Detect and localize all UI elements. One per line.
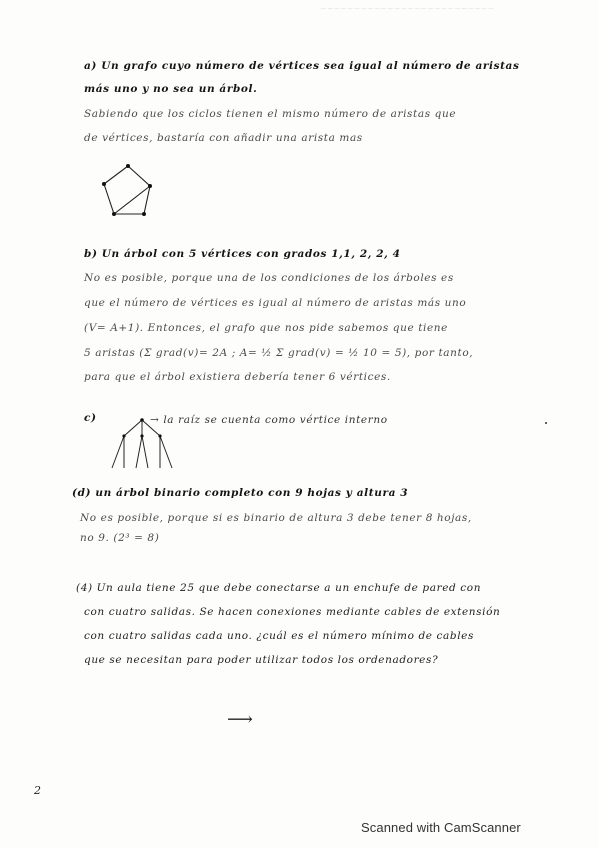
part-b-answer-line4: 5 aristas (Σ grad(v)= 2A ; A= ½ Σ grad(v) = ½ 10 = 5), por tanto,: [84, 347, 474, 359]
part-c-label: c): [84, 412, 97, 424]
part-b-answer-line1: No es posible, porque una de los condiciones de los árboles es: [84, 272, 454, 284]
page-number: 2: [34, 784, 41, 797]
pentagon-graph-drawing: [100, 160, 170, 222]
part-a-answer-line1: Sabiendo que los ciclos tienen el mismo número de aristas que: [84, 108, 457, 120]
part-b-answer-line2: que el número de vértices es igual al número de aristas más uno: [84, 297, 467, 309]
part-c-note: → la raíz se cuenta como vértice interno: [150, 414, 388, 426]
part-b-question: b) Un árbol con 5 vértices con grados 1,1, 2, 2, 4: [84, 248, 401, 260]
part-4-line1: (4) Un aula tiene 25 que debe conectarse a un enchufe de pared con: [76, 582, 482, 594]
part-a-question-line1: a) Un grafo cuyo número de vértices sea igual al número de aristas: [84, 60, 520, 72]
part-4-line2: con cuatro salidas. Se hacen conexiones mediante cables de extensión: [84, 606, 501, 618]
part-a-question-line2: más uno y no sea un árbol.: [84, 83, 258, 95]
part-b-answer-line5: para que el árbol existiera debería tener 6 vértices.: [84, 371, 391, 383]
part-b-answer-line3: (V= A+1). Entonces, el grafo que nos pide sabemos que tiene: [84, 322, 448, 334]
bleed-through-text: ~~~~~~~~~~~~~~~~~~~~~~~~~~: [320, 4, 495, 13]
stray-dot: [545, 422, 547, 424]
arrow-icon: ⟶: [227, 709, 253, 730]
part-4-line4: que se necesitan para poder utilizar todos los ordenadores?: [84, 654, 439, 666]
tree-drawing: [102, 414, 182, 474]
part-a-answer-line2: de vértices, bastaría con añadir una arista mas: [84, 132, 363, 144]
part-d-answer-line2: no 9. (2³ = 8): [80, 532, 160, 544]
part-d-question: (d) un árbol binario completo con 9 hojas y altura 3: [72, 487, 409, 499]
part-d-answer-line1: No es posible, porque si es binario de altura 3 debe tener 8 hojas,: [80, 512, 472, 524]
part-4-line3: con cuatro salidas cada uno. ¿cuál es el número mínimo de cables: [84, 630, 474, 642]
camscanner-watermark: Scanned with CamScanner: [361, 820, 521, 835]
